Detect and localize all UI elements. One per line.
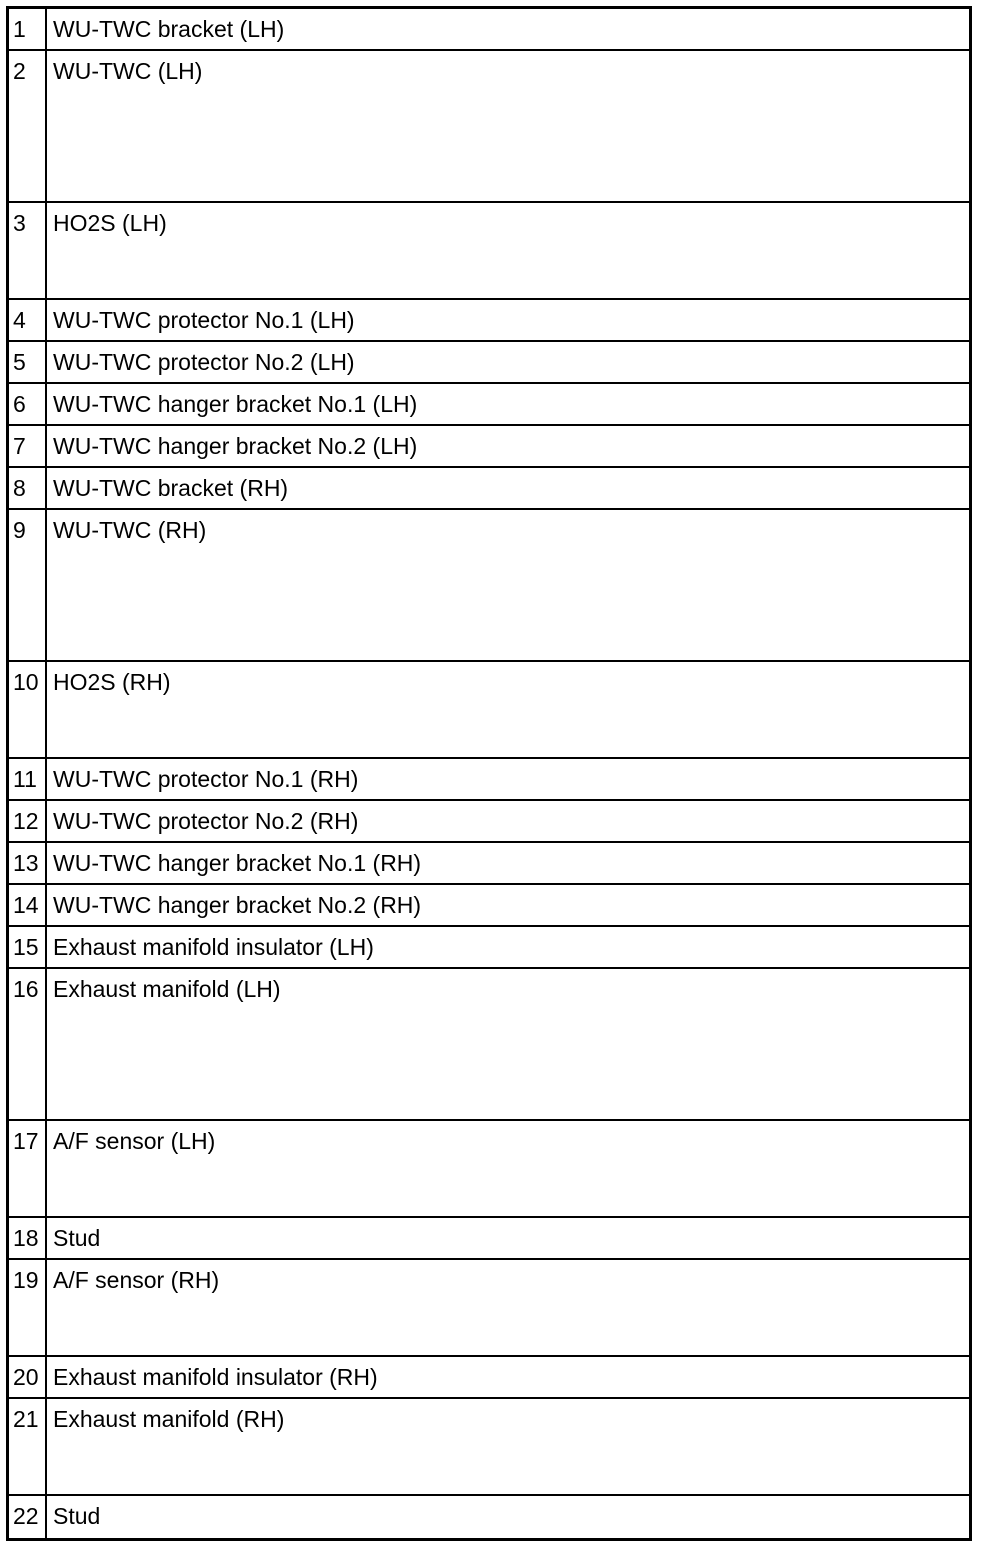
part-name: Exhaust manifold (LH) (53, 976, 281, 1002)
part-name: WU-TWC (RH) (53, 517, 207, 543)
part-number: 13 (9, 843, 47, 883)
part-name: WU-TWC protector No.1 (RH) (53, 766, 359, 792)
table-row (9, 1218, 969, 1260)
table-row (9, 1260, 969, 1357)
part-number: 6 (9, 384, 47, 424)
part-name: A/F sensor (LH) (53, 1128, 216, 1154)
part-name: WU-TWC protector No.1 (LH) (53, 307, 355, 333)
part-number: 11 (9, 759, 47, 799)
table-row (9, 510, 969, 662)
table-row (9, 662, 969, 759)
part-name: A/F sensor (RH) (53, 1267, 220, 1293)
part-number: 2 (9, 51, 47, 201)
part-number: 3 (9, 203, 47, 298)
part-number: 18 (9, 1218, 47, 1258)
part-number: 16 (9, 969, 47, 1119)
table-row (9, 1399, 969, 1496)
table-row (9, 969, 969, 1121)
part-number: 20 (9, 1357, 47, 1397)
table-row (9, 384, 969, 426)
part-name: WU-TWC hanger bracket No.2 (LH) (53, 433, 418, 459)
part-name: Stud (53, 1503, 101, 1529)
part-number: 19 (9, 1260, 47, 1355)
part-number: 8 (9, 468, 47, 508)
part-number: 9 (9, 510, 47, 660)
part-name: WU-TWC (LH) (53, 58, 203, 84)
table-row (9, 1357, 969, 1399)
part-number: 10 (9, 662, 47, 757)
table-row (9, 468, 969, 510)
part-number: 4 (9, 300, 47, 340)
part-number: 5 (9, 342, 47, 382)
table-row (9, 203, 969, 300)
part-number: 1 (9, 9, 47, 49)
table-row (9, 843, 969, 885)
part-number: 14 (9, 885, 47, 925)
table-row (9, 9, 969, 51)
part-name: HO2S (LH) (53, 210, 167, 236)
table-row (9, 426, 969, 468)
part-name: Exhaust manifold insulator (RH) (53, 1364, 378, 1390)
part-name: HO2S (RH) (53, 669, 171, 695)
table-row (9, 885, 969, 927)
part-name: WU-TWC bracket (LH) (53, 16, 285, 42)
part-number: 12 (9, 801, 47, 841)
part-name: WU-TWC hanger bracket No.1 (LH) (53, 391, 418, 417)
part-name: WU-TWC hanger bracket No.1 (RH) (53, 850, 422, 876)
part-name: WU-TWC hanger bracket No.2 (RH) (53, 892, 422, 918)
part-number: 7 (9, 426, 47, 466)
part-name: WU-TWC protector No.2 (RH) (53, 808, 359, 834)
table-row (9, 927, 969, 969)
table-row (9, 51, 969, 203)
parts-table (6, 6, 972, 1541)
part-name: Exhaust manifold (RH) (53, 1406, 285, 1432)
table-row (9, 300, 969, 342)
table-row (9, 342, 969, 384)
table-row (9, 801, 969, 843)
part-number: 22 (9, 1496, 47, 1538)
table-row (9, 1496, 969, 1538)
part-name: Exhaust manifold insulator (LH) (53, 934, 374, 960)
part-name: Stud (53, 1225, 101, 1251)
part-name: WU-TWC bracket (RH) (53, 475, 289, 501)
part-number: 15 (9, 927, 47, 967)
table-row (9, 1121, 969, 1218)
part-number: 21 (9, 1399, 47, 1494)
part-name: WU-TWC protector No.2 (LH) (53, 349, 355, 375)
part-number: 17 (9, 1121, 47, 1216)
table-row (9, 759, 969, 801)
